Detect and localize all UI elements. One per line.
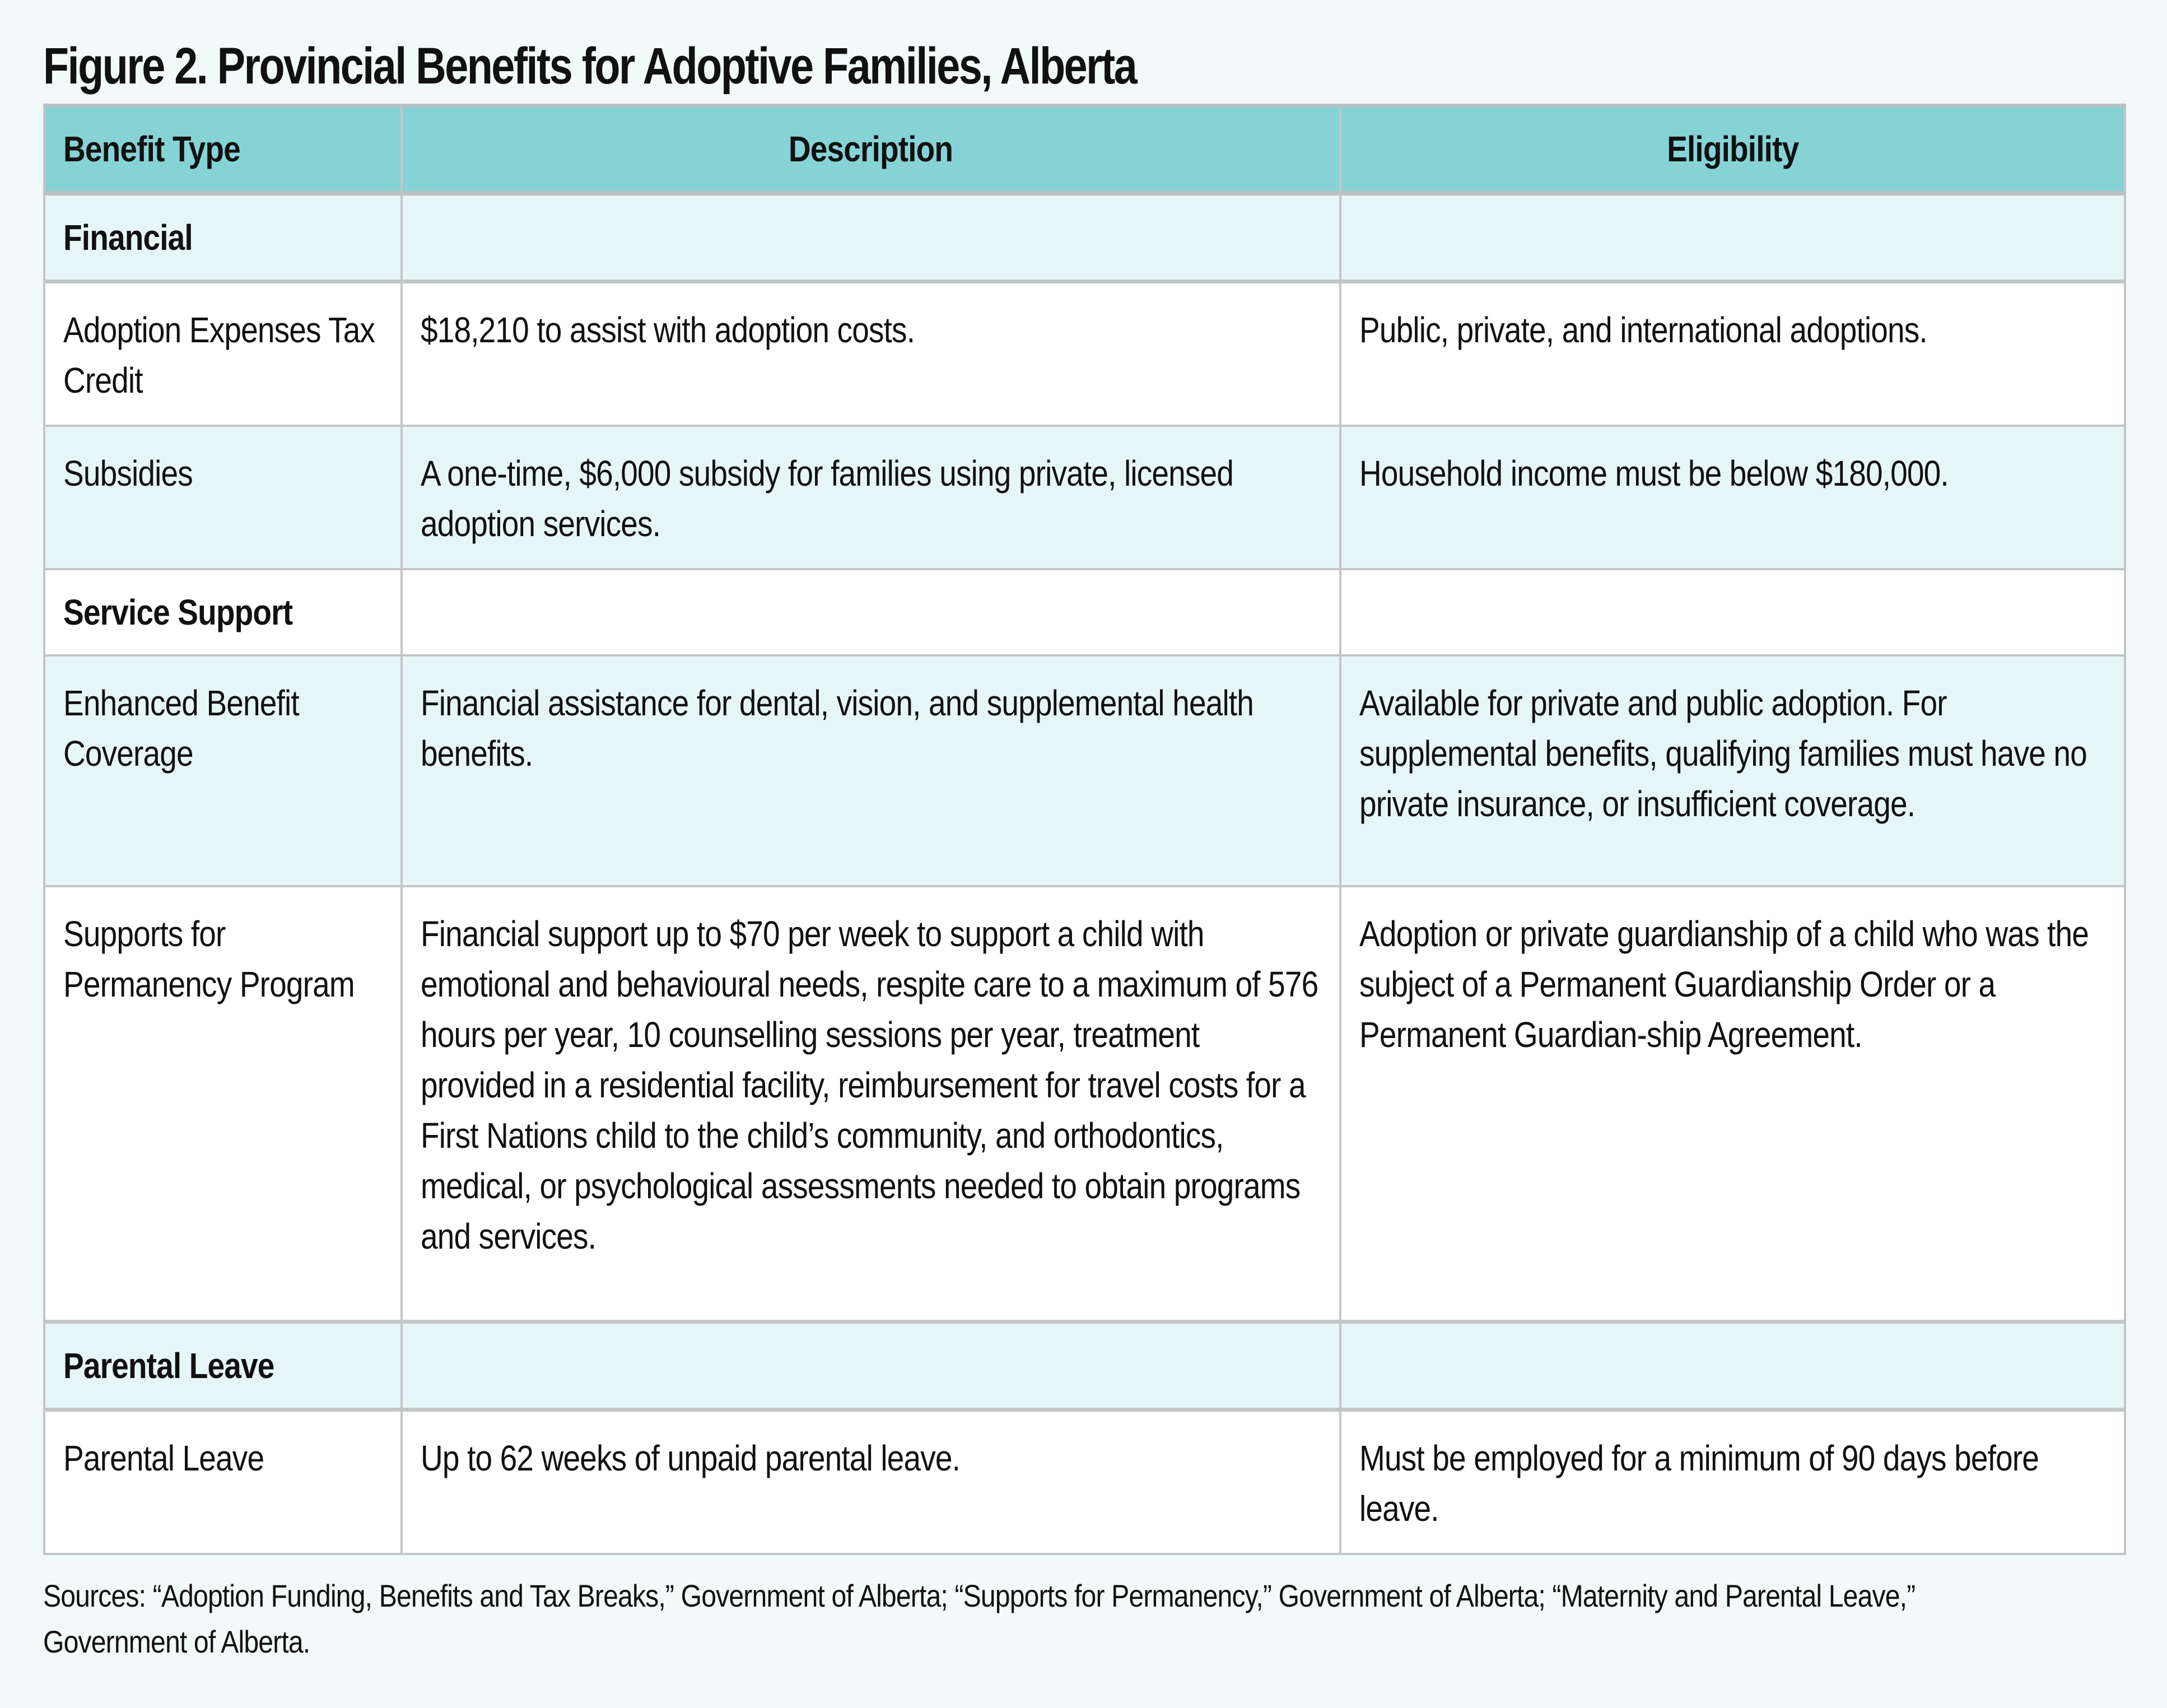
figure-title: Figure 2. Provincial Benefits for Adoptive Families, Alberta — [43, 38, 1136, 95]
section-label: Service Support — [44, 569, 402, 655]
benefits-table — [43, 104, 2126, 1555]
benefit-type-cell: Subsidies — [44, 426, 402, 569]
section-row-service-support — [44, 569, 2125, 655]
benefit-type-cell: Adoption Expenses Tax Credit — [44, 282, 402, 426]
description-cell: Financial support up to $70 per week to support a child with emotional and behavioural needs, respite care to a maximum of 576 hours per year, 10 counselling sessions per year, treatment provided in a residential facility, reimbursement for travel costs for a First Nations child to the child’s community, and orthodontics, medical, or psychological assessments needed to obtain programs and services. — [402, 886, 1340, 1322]
eligibility-cell: Must be employed for a minimum of 90 days before leave. — [1340, 1410, 2125, 1555]
section-label: Financial — [44, 193, 402, 282]
benefit-type-cell: Enhanced Benefit Coverage — [44, 655, 402, 886]
table-row — [44, 655, 2125, 886]
column-header-benefit-type: Benefit Type — [44, 105, 402, 193]
benefit-type-cell: Supports for Permanency Program — [44, 886, 402, 1322]
empty-cell — [402, 1322, 1340, 1410]
eligibility-cell: Adoption or private guardianship of a child who was the subject of a Permanent Guardianship Order or a Permanent Guardian-ship Agreement. — [1340, 886, 2125, 1322]
eligibility-cell: Household income must be below $180,000. — [1340, 426, 2125, 569]
table-row — [44, 426, 2125, 569]
eligibility-cell: Public, private, and international adoptions. — [1340, 282, 2125, 426]
table-row — [44, 282, 2125, 426]
table-row — [44, 1410, 2125, 1555]
section-label: Parental Leave — [44, 1322, 402, 1410]
description-cell: $18,210 to assist with adoption costs. — [402, 282, 1340, 426]
eligibility-cell: Available for private and public adoption. For supplemental benefits, qualifying families must have no private insurance, or insufficient coverage. — [1340, 655, 2125, 886]
table-header-row — [44, 105, 2125, 193]
empty-cell — [1340, 1322, 2125, 1410]
section-row-financial — [44, 193, 2125, 282]
section-row-parental-leave — [44, 1322, 2125, 1410]
table-row — [44, 886, 2125, 1322]
description-cell: Up to 62 weeks of unpaid parental leave. — [402, 1410, 1340, 1555]
benefit-type-cell: Parental Leave — [44, 1410, 402, 1555]
empty-cell — [402, 193, 1340, 282]
description-cell: A one-time, $6,000 subsidy for families using private, licensed adoption services. — [402, 426, 1340, 569]
empty-cell — [402, 569, 1340, 655]
sources-note: Sources: “Adoption Funding, Benefits and Tax Breaks,” Government of Alberta; “Supports for Permanency,” Government of Alberta; “Maternity and Parental Leave,” Government of Alberta. — [43, 1578, 1916, 1659]
empty-cell — [1340, 569, 2125, 655]
column-header-description: Description — [402, 105, 1340, 193]
description-cell: Financial assistance for dental, vision, and supplemental health benefits. — [402, 655, 1340, 886]
column-header-eligibility: Eligibility — [1340, 105, 2125, 193]
empty-cell — [1340, 193, 2125, 282]
